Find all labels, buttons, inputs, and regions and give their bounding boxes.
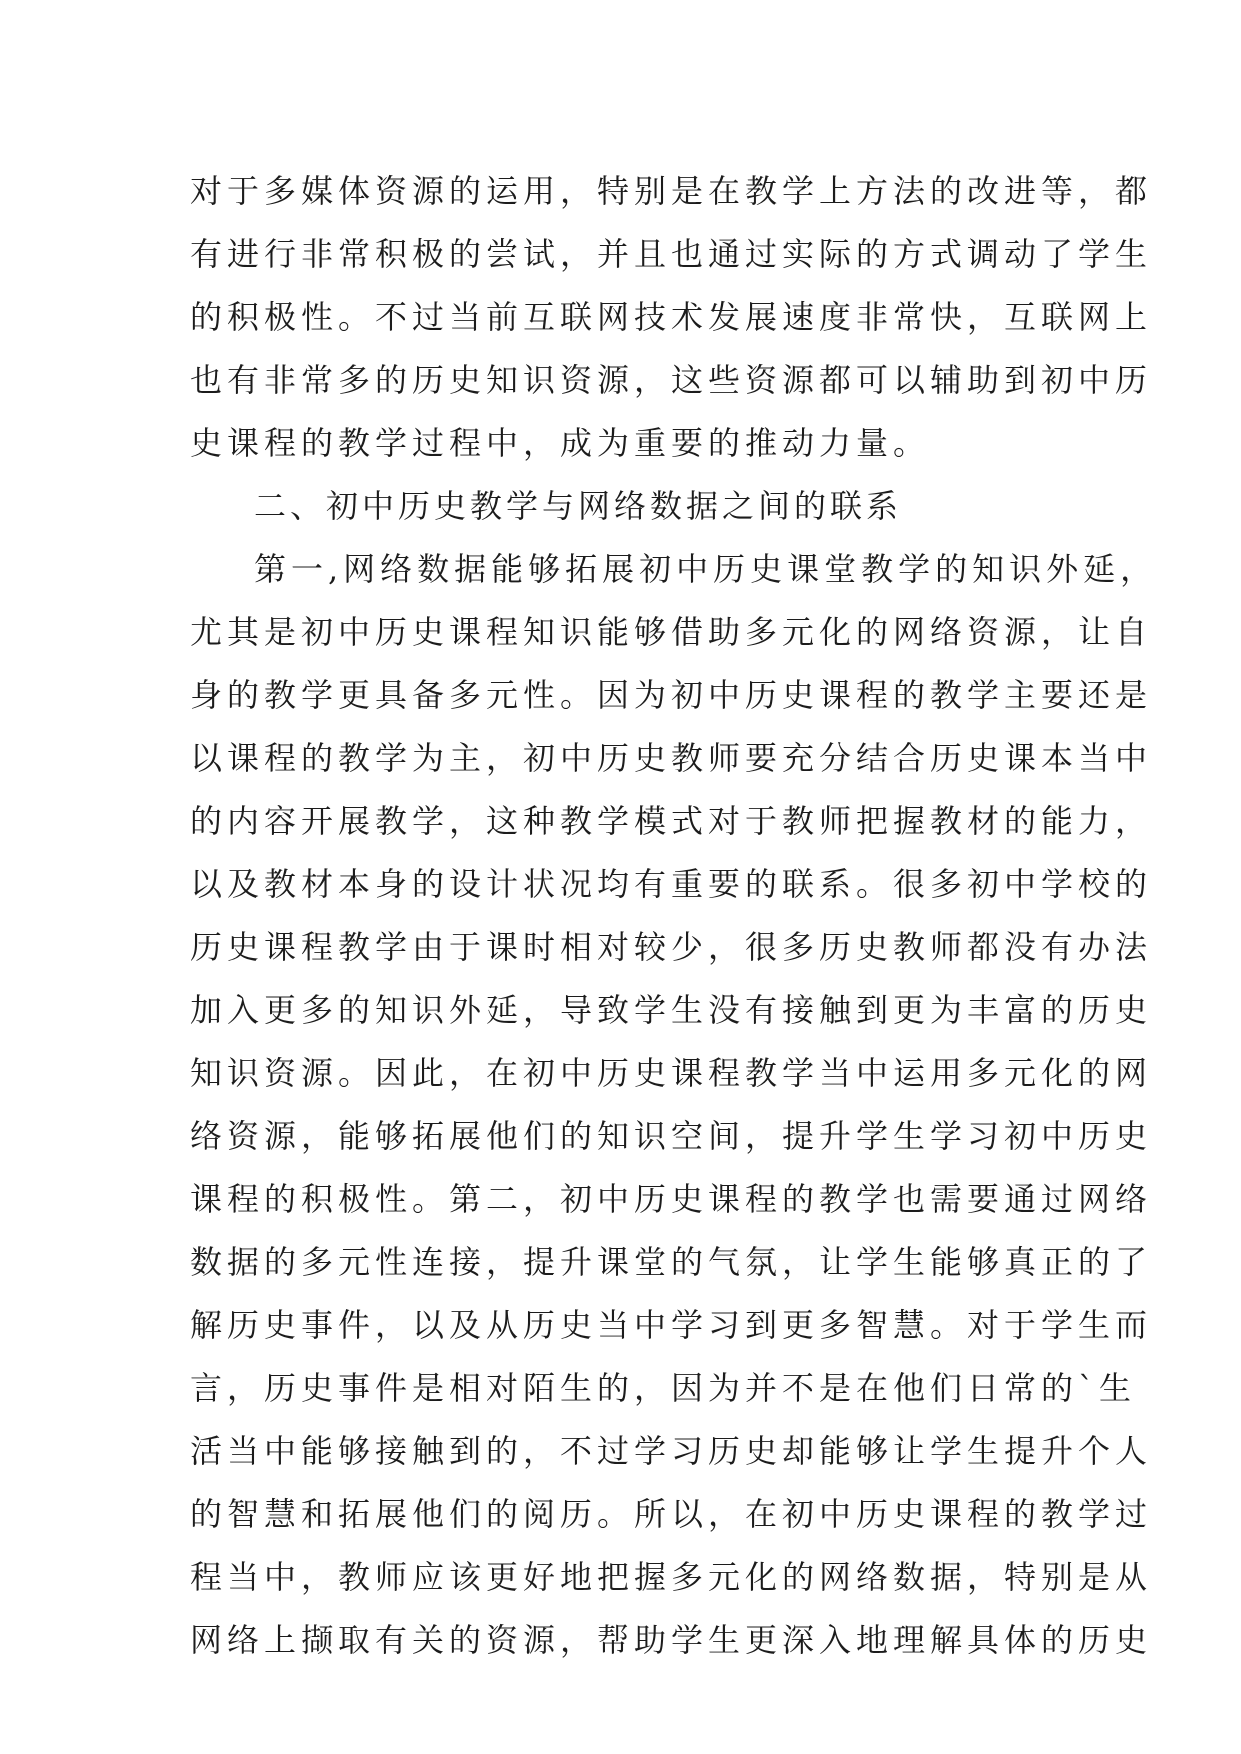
text-line: 课程的积极性。第二，初中历史课程的教学也需要通过网络 <box>190 1180 1153 1218</box>
text-line: 的内容开展教学，这种教学模式对于教师把握教材的能力， <box>190 802 1153 840</box>
text-line: 数据的多元性连接，提升课堂的气氛，让学生能够真正的了 <box>190 1243 1153 1281</box>
paragraph-first-line: 第一,网络数据能够拓展初中历史课堂教学的知识外延， <box>254 550 1158 588</box>
text-line: 身的教学更具备多元性。因为初中历史课程的教学主要还是 <box>190 676 1153 714</box>
text-line: 加入更多的知识外延，导致学生没有接触到更为丰富的历史 <box>190 991 1153 1029</box>
text-line: 也有非常多的历史知识资源，这些资源都可以辅助到初中历 <box>190 361 1153 399</box>
text-line: 程当中，教师应该更好地把握多元化的网络数据，特别是从 <box>190 1558 1153 1596</box>
text-line: 以课程的教学为主，初中历史教师要充分结合历史课本当中 <box>190 739 1153 777</box>
text-line: 解历史事件，以及从历史当中学习到更多智慧。对于学生而 <box>190 1306 1153 1344</box>
text-line: 历史课程教学由于课时相对较少，很多历史教师都没有办法 <box>190 928 1153 966</box>
text-line: 网络上撷取有关的资源，帮助学生更深入地理解具体的历史 <box>190 1621 1153 1659</box>
text-line: 络资源，能够拓展他们的知识空间，提升学生学习初中历史 <box>190 1117 1153 1155</box>
text-line: 言，历史事件是相对陌生的，因为并不是在他们日常的`生 <box>190 1369 1137 1407</box>
text-line: 史课程的教学过程中，成为重要的推动力量。 <box>190 424 931 462</box>
text-line: 尤其是初中历史课程知识能够借助多元化的网络资源，让自 <box>190 613 1153 651</box>
text-line: 的智慧和拓展他们的阅历。所以，在初中历史课程的教学过 <box>190 1495 1153 1533</box>
document-body <box>190 160 1158 1672</box>
text-line: 知识资源。因此，在初中历史课程教学当中运用多元化的网 <box>190 1054 1153 1092</box>
text-line: 有进行非常积极的尝试，并且也通过实际的方式调动了学生 <box>190 235 1153 273</box>
text-line: 以及教材本身的设计状况均有重要的联系。很多初中学校的 <box>190 865 1153 903</box>
section-heading: 二、初中历史教学与网络数据之间的联系 <box>254 487 903 525</box>
text-line: 对于多媒体资源的运用，特别是在教学上方法的改进等，都 <box>190 172 1153 210</box>
text-line: 活当中能够接触到的，不过学习历史却能够让学生提升个人 <box>190 1432 1153 1470</box>
text-line: 的积极性。不过当前互联网技术发展速度非常快，互联网上 <box>190 298 1153 336</box>
